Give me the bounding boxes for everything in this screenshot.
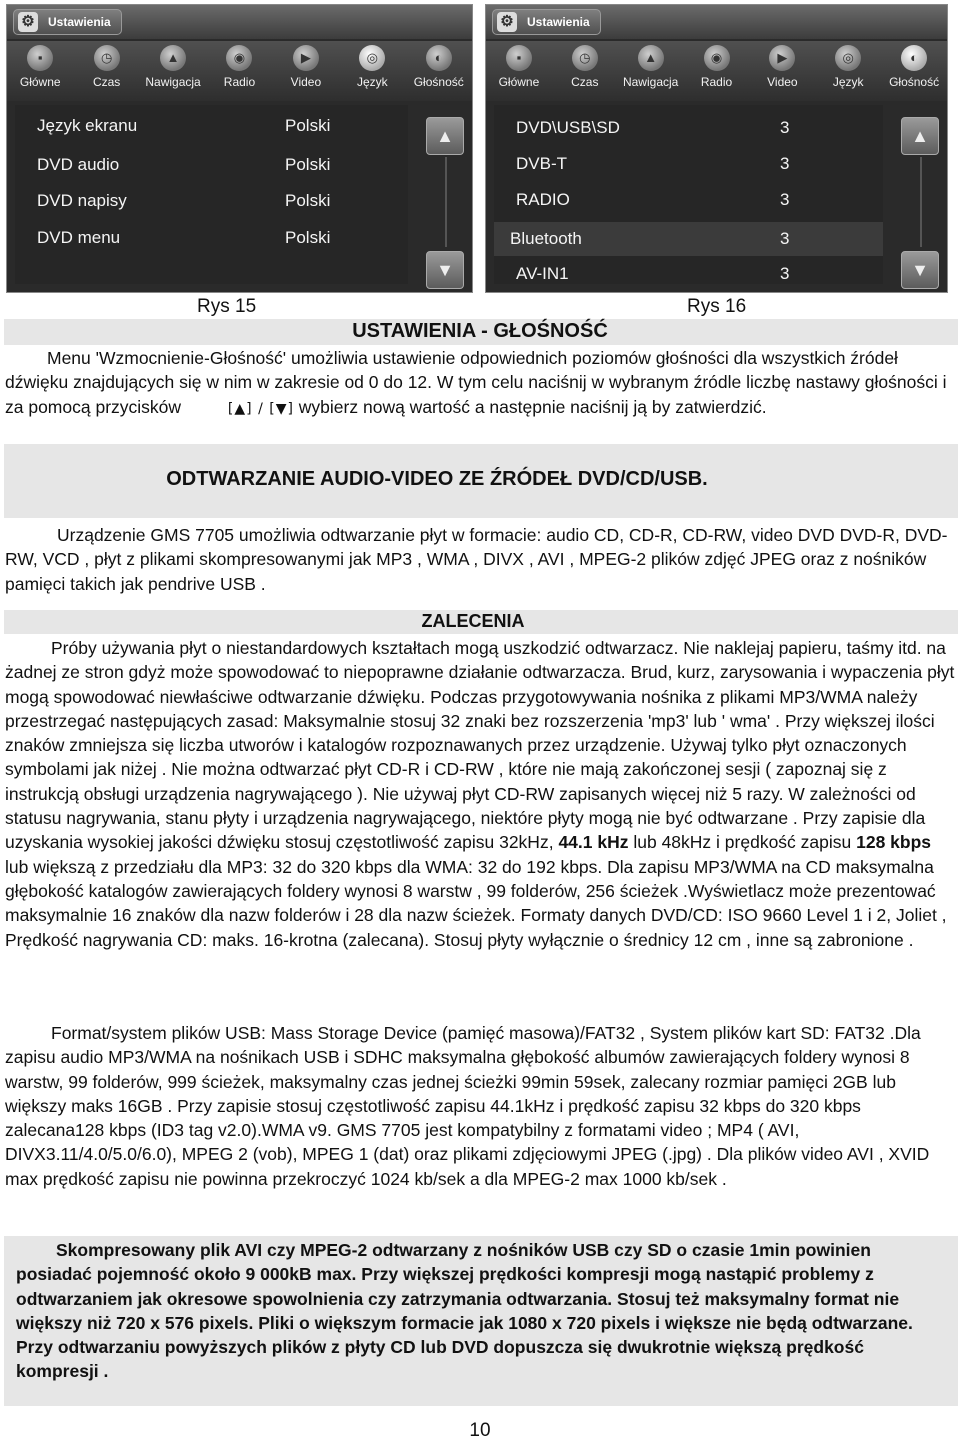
list-item[interactable]: DVD audio Polski	[37, 155, 331, 174]
list-item[interactable]: Język ekranu Polski	[37, 116, 331, 135]
arrow-down-icon: ▼	[911, 260, 929, 280]
scroll-up-button[interactable]	[426, 117, 464, 155]
section-heading-volume: USTAWIENIA - GŁOŚNOŚĆ	[352, 320, 608, 342]
settings-title: Ustawienia	[48, 15, 111, 29]
video-icon: ▶	[293, 45, 319, 71]
settings-title-button[interactable]	[492, 9, 601, 35]
list-item[interactable]: DVD menu Polski	[37, 228, 331, 247]
gear-icon: ⚙	[18, 12, 38, 32]
language-settings-list	[15, 105, 408, 284]
section-heading-recommendations: ZALECENIA	[421, 611, 525, 631]
arrow-keys-glyph: [▲] / [▼]	[227, 400, 294, 417]
settings-title-button[interactable]	[13, 9, 122, 35]
video-icon: ▶	[769, 45, 795, 71]
tab-nawigacja[interactable]: ▲ Nawigacja	[618, 41, 684, 101]
screenshot-rys16	[485, 4, 948, 293]
volume-icon: ◐	[426, 45, 452, 71]
list-item[interactable]: RADIO 3	[516, 190, 790, 209]
arrow-up-icon: ▲	[436, 126, 454, 146]
tab-jezyk[interactable]: ◎ Język	[339, 41, 405, 101]
tab-glowne[interactable]: ▪ Główne	[486, 41, 552, 101]
settings-tabs	[486, 41, 947, 101]
note-text: Skompresowany plik AVI czy MPEG-2 odtwarzany z nośników USB czy SD o czasie 1min powinien posiadać pojemność około 9 000kB max. Przy większej prędkości kompresji mogą nastąpić problemy z odtwarzaniem jak okresowe spowolnienia czy zatrzymania odtwarzania. Stosuj też maksymalny format nie większy niż 720 x 576 pixels. Pliki o większym formacie jak 1080 x 720 pixels i większe nie będą odtwarzane. Przy odtwarzaniu powyższych plików z płyty CD lub DVD dopuszcza się dwukrotnie większą prędkość kompresji .	[16, 1240, 913, 1382]
scroll-down-button[interactable]	[901, 251, 939, 289]
navigation-icon: ▲	[160, 45, 186, 71]
screenshot-rys15	[6, 4, 473, 293]
list-item[interactable]: AV-IN1 3	[516, 264, 790, 283]
title-bar	[486, 5, 947, 39]
section-heading-playback: ODTWARZANIE AUDIO-VIDEO ZE ŹRÓDEŁ DVD/CD/USB.	[166, 468, 708, 490]
tab-radio[interactable]: ◉ Radio	[206, 41, 272, 101]
volume-paragraph: Menu 'Wzmocnienie-Głośność' umożliwia ustawienie odpowiednich poziomów głośności dla wszystkich źródeł dźwięku znajdujących się w nim w zakresie od 0 do 12. W tym celu naciśnij w wybranym źródle liczbę nastawy głośności i za pomocą przycisków [▲] / [▼] wybierz nową wartość a następnie naciśnij ją by zatwierdzić.	[5, 346, 955, 421]
recommendations-paragraph: Próby używania płyt o niestandardowych kształtach mogą uszkodzić odtwarzacz. Nie naklejaj papieru, taśmy itd. na żadnej ze stron gdyż może spowodować to niepoprawne działanie odtwarzacza. Brud, kurz, zarysowania i wypaczenia płyt mogą spowodować niewłaściwe odtwarzanie dźwięku. Podczas przygotowywania nośnika z plikami MP3/WMA należy przestrzegać następujących zasad: Maksymalnie stosuj 32 znaki bez rozszerzenia 'mp3' lub ' wma' . Przy większej ilości znaków zmniejsza się liczba utworów i katalogów rozpoznawanych przez urządzenie. Używaj tylko płyt oznaczonych symbolami jak niżej . Nie można odtwarzać płyt CD-R i CD-RW , które nie mają zakończonej sesji ( zapoznaj się z instrukcją obsługi urządzenia nagrywającego ). Nie używaj płyt CD-RW zapisanych więcej niż 5 razy. W zależności od statusu nagrywania, stanu płyty i urządzenia nagrywającego, niektóre płyty mogą nie być odtwarzane . Przy zapisie dla uzyskania wysokiej jakości dźwięku stosuj częstotliwość zapisu 32kHz, 44.1 kHz lub 48kHz i prędkość zapisu 128 kbps lub większą z przedziału dla MP3: 32 do 320 kbps dla WMA: 32 do 192 kbps. Dla zapisu MP3/WMA na CD maksymalna głębokość katalogów zawierających foldery wynosi 8 warstw , 99 folderów, 256 ścieżek .Wyświetlacz może prezentować maksymalnie 16 znaków dla nazw folderów i 28 dla nazw ścieżek. Formaty danych DVD/CD: ISO 9660 Level 1 i 2, Joliet , Prędkość nagrywania CD: maks. 16-krotna (zalecana). Stosuj płyty wyłącznie o średnicy 12 cm , inne są zabronione .	[5, 638, 955, 950]
tab-video[interactable]: ▶ Video	[749, 41, 815, 101]
tab-czas[interactable]: ◷ Czas	[552, 41, 618, 101]
page-number: 10	[469, 1420, 491, 1441]
scrollbar-track	[920, 157, 922, 247]
radio-icon: ◉	[704, 45, 730, 71]
figure-caption-rys15: Rys 15	[197, 296, 257, 317]
tab-glowne-icon: ▪	[506, 45, 532, 71]
list-item[interactable]: Bluetooth 3	[494, 222, 883, 256]
clock-icon: ◷	[572, 45, 598, 71]
scrollbar-track	[445, 157, 447, 247]
volume-settings-list	[494, 105, 883, 284]
scroll-down-button[interactable]	[426, 251, 464, 289]
list-item[interactable]: DVD\USB\SD 3	[516, 118, 790, 137]
navigation-icon: ▲	[638, 45, 664, 71]
tab-jezyk[interactable]: ◎ Język	[815, 41, 881, 101]
list-item[interactable]: DVB-T 3	[516, 154, 790, 173]
radio-icon: ◉	[226, 45, 252, 71]
list-item[interactable]: DVD napisy Polski	[37, 191, 331, 210]
tab-radio[interactable]: ◉ Radio	[684, 41, 750, 101]
usb-format-paragraph: Format/system plików USB: Mass Storage Device (pamięć masowa)/FAT32 , System plików kart SD: FAT32 .Dla zapisu audio MP3/WMA na nośnikach USB i SDHC maksymalna głębokość albumów zawierających foldery wynosi 8 warstw, 99 folderów, 999 ścieżek, maksymalny czas jednej ścieżki 99min 59sek, zalecany rozmiar pamięci 2GB lub większy maks 16GB . Przy zapisie stosuj częstotliwość zapisu 44.1kHz i prędkość zapisu 32 kbps do 320 kbps zalecana128 kbps (ID3 tag v2.0).WMA v9. GMS 7705 jest kompatybilny z formatami video ; MP4 ( AVI, DIVX3.11/4.0/5.0/6.0), MPEG 2 (vob), MPEG 1 (dat) oraz plikami zdjęciowymi JPEG (.jpg) . Dla plików video AVI , XVID max prędkość zapisu nie powinna przekroczyć 1024 kb/sek a dla MPEG-2 max 1000 kb/sek .	[5, 1023, 930, 1189]
arrow-up-icon: ▲	[911, 126, 929, 146]
tab-glosnosc[interactable]: ◐ Głośność	[406, 41, 472, 101]
tab-glowne[interactable]: ▪ Główne	[7, 41, 73, 101]
language-icon: ◎	[359, 45, 385, 71]
tab-video[interactable]: ▶ Video	[273, 41, 339, 101]
gear-icon: ⚙	[497, 12, 517, 32]
volume-icon: ◐	[901, 45, 927, 71]
title-bar	[7, 5, 472, 39]
settings-title: Ustawienia	[527, 15, 590, 29]
language-icon: ◎	[835, 45, 861, 71]
clock-icon: ◷	[94, 45, 120, 71]
figure-caption-rys16: Rys 16	[687, 296, 747, 317]
tab-czas[interactable]: ◷ Czas	[73, 41, 139, 101]
playback-paragraph: Urządzenie GMS 7705 umożliwia odtwarzanie płyt w formacie: audio CD, CD-R, CD-RW, video DVD DVD-R, DVD-RW, VCD , płyt z plikami skompresowanymi jak MP3 , WMA , DIVX , AVI , MPEG-2 plików zdjęć JPEG oraz z nośników pamięci takich jak pendrive USB .	[5, 525, 948, 594]
tab-glosnosc[interactable]: ◐ Głośność	[881, 41, 947, 101]
tab-glowne-icon: ▪	[27, 45, 53, 71]
settings-tabs	[7, 41, 472, 101]
scroll-up-button[interactable]	[901, 117, 939, 155]
tab-nawigacja[interactable]: ▲ Nawigacja	[140, 41, 206, 101]
arrow-down-icon: ▼	[436, 260, 454, 280]
